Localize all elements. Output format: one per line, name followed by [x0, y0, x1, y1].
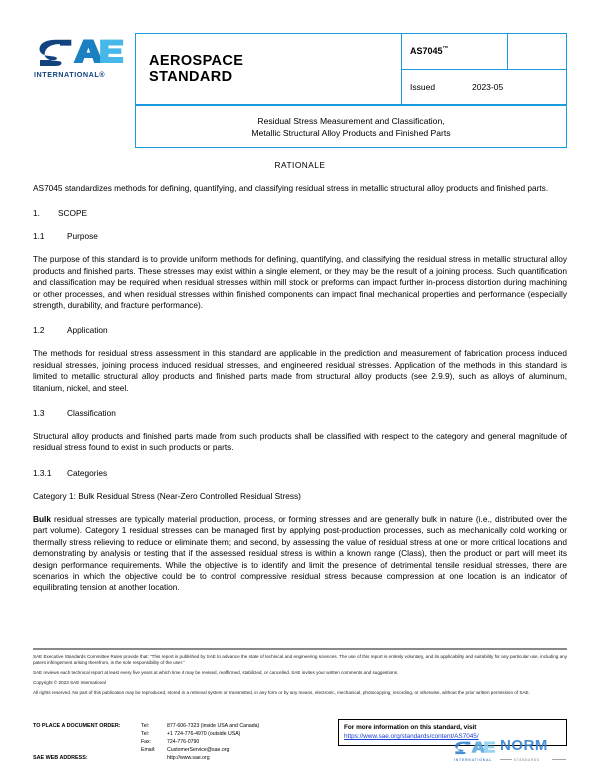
web-address-value[interactable]: http://www.sae.org: [167, 755, 210, 762]
order-label-spacer: [33, 746, 141, 754]
watermark-rule-left: [500, 759, 512, 760]
document-type-line1: AEROSPACE: [149, 52, 244, 69]
rationale-heading: RATIONALE: [274, 160, 326, 170]
contact-email[interactable]: CustomerService@sae.org: [167, 747, 230, 754]
classification-paragraph: Structural alloy products and finished parts made from such products shall be classified with respect to the category and general magnitude of residual stress found to exist in such products or parts.: [33, 431, 567, 453]
more-information-title: For more information on this standard, visit: [344, 724, 477, 731]
rights-reserved-line: All rights reserved. No part of this publication may be reproduced, stored in a retrieval system or transmitted, in any form or by any means, electronic, mechanical, photocopying, recording, or otherwise, without the prior written permission of SAE.: [33, 689, 530, 695]
section-label: SCOPE: [58, 208, 88, 219]
copyright-line: Copyright © 2023 SAE International: [33, 679, 106, 685]
section-number: 1.2: [33, 325, 45, 336]
category1-lead-bold: Bulk: [33, 513, 51, 524]
section-label: Categories: [67, 467, 108, 478]
document-number-cell: [402, 34, 508, 70]
header-table: [135, 33, 567, 105]
web-address-row: [33, 754, 333, 762]
watermark-rule-right: [552, 759, 566, 760]
contact-value: 877-606-7323 (inside USA and Canada): [167, 723, 260, 729]
contact-value: +1 724-776-4970 (outside USA): [167, 731, 241, 738]
sae-logo-icon: [33, 37, 125, 67]
footer-divider: [33, 648, 567, 650]
sae-wordmark: INTERNATIONAL®: [34, 70, 106, 79]
trademark-symbol: ™: [442, 46, 449, 53]
sae-logo-block: [33, 33, 135, 105]
legal-notice-2: SAE reviews each technical report at least every five years at which time it may be revised, reaffirmed, stabilized, or cancelled. SAE invites your written comments and suggestions.: [33, 669, 399, 675]
document-number: AS7045: [410, 46, 443, 57]
rationale-paragraph: AS7045 standardizes methods for defining, quantifying, and classifying residual stress in metallic structural alloy products and finished parts.: [33, 183, 549, 193]
order-contact-block: [33, 722, 333, 762]
order-row: [33, 738, 333, 746]
watermark-sub-left: INTERNATIONAL: [454, 758, 493, 762]
order-row: [33, 730, 333, 738]
order-label-spacer: [33, 730, 141, 738]
web-address-label: SAE WEB ADDRESS:: [33, 755, 88, 762]
web-key-spacer: [141, 754, 167, 762]
order-label: TO PLACE A DOCUMENT ORDER:: [33, 723, 121, 729]
category1-body-text: residual stresses are typically material production, process, or forming stresses and are generally bulk in nature (i.e., distributed over the part volume). Category 1 residual stresses can be managed first by applying post-production processes, such as mechanically cold working or thermally stress relieving to reduce or eliminate them; and second, by assessing the value of residual stress at one or more critical locations and demonstrating by analysis or testing that if the assessed residual stress is within a known range (Class), then the product or part will meet its design performance requirements. While the objective is to identify and limit the presence of detrimental tensile residual stresses, there are scenarios in which the objective could be to control compressive residual stress because compression at one location is an indicator of equilibrating tension at another location.: [33, 513, 567, 593]
category1-paragraph: [33, 514, 567, 594]
section-heading-scope: [33, 208, 567, 218]
section-label: Application: [67, 325, 108, 336]
order-label-spacer: [33, 738, 141, 746]
watermark-word: NORM: [500, 737, 548, 754]
section-label: Purpose: [67, 231, 98, 242]
section-number: 1.3.1: [33, 467, 52, 478]
more-information-box: [338, 719, 567, 746]
document-header: [33, 33, 567, 105]
document-type-cell: [136, 34, 402, 105]
contact-key: Tel:: [141, 731, 150, 738]
issued-cell: [402, 69, 567, 105]
order-row: [33, 722, 333, 730]
contact-key: Email:: [141, 747, 156, 754]
document-title-band: [135, 105, 567, 148]
contact-key: Tel:: [141, 723, 150, 729]
purpose-paragraph: The purpose of this standard is to provide uniform methods for defining, quantifying, and classifying the residual stress in metallic structural alloy products and finished parts. These stresses may exist within a single element, or they may be the result of a joining process. Such quantification and classification may be required when residual stresses within mill stock or preforms can impact further in-process distortion during machining or other processes, and when residual stresses within finished components can impact final mechanical properties and performance (especially strength, durability, and fracture performance).: [33, 254, 567, 311]
section-heading-purpose: [33, 231, 567, 241]
issued-date: 2023-05: [472, 81, 504, 92]
category1-heading: Category 1: Bulk Residual Stress (Near-Zero Controlled Residual Stress): [33, 490, 301, 501]
contact-key: Fax:: [141, 739, 152, 746]
contact-value: 724-776-0790: [167, 739, 200, 746]
section-number: 1.: [33, 208, 40, 219]
legal-notice-1: SAE Executive Standards Committee Rules provide that: “This report is published by SAE to advance the state of technical and engineering sciences. The use of this report is entirely voluntary, and its applicability and suitability for any particular use, including any patent infringement arising therefrom, is the sole responsibility of the user.”: [33, 653, 567, 665]
section-heading-categories: [33, 468, 567, 478]
document-body: [33, 160, 567, 608]
document-type-line2: STANDARD: [149, 69, 233, 85]
order-row: [33, 746, 333, 754]
revision-cell-empty: [508, 34, 567, 70]
document-title-line2: Metallic Structural Alloy Products and Finished Parts: [251, 127, 451, 138]
section-heading-classification: [33, 408, 567, 418]
watermark-sub-right: STANDARDS: [514, 758, 540, 762]
document-title-line1: Residual Stress Measurement and Classification,: [257, 115, 445, 126]
section-label: Classification: [67, 408, 116, 419]
issued-label: Issued: [410, 81, 436, 92]
standard-url-link[interactable]: https://www.sae.org/standards/content/AS7045/: [344, 733, 479, 740]
section-number: 1.1: [33, 231, 45, 242]
section-number: 1.3: [33, 408, 45, 419]
application-paragraph: The methods for residual stress assessment in this standard are applicable in the prediction and measurement of fabrication process induced residual stresses, joining process induced residual stresses, and engineered residual stresses. Application of the methods in this standard is limited to metallic structural alloy products and finished parts made from structural alloy products (see 2.9.9), such as alloys of aluminum, titanium, nickel, and steel.: [33, 348, 567, 393]
section-heading-application: [33, 325, 567, 335]
